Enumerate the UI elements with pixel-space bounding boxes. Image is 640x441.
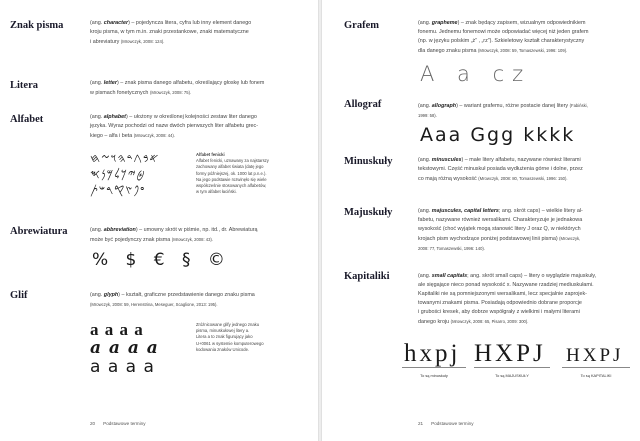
definition-majuskuly: (ang. majuscules, capital letters; ang. skrót caps) – wielkie litery al- fabetu, nazywane również wersalikami. Charakteryzuje je jednakowa wysokość (choć wyjątek mogą stanowić litery J oraz Q, w niektórych krojach pism wychodzące poniżej podstawowej linii pisma) (Mrowczyk, 2008: 77, Tomaszewski, 1996: 140). [418, 208, 583, 251]
allograph-sample: Aaa Ggg kkkk [420, 124, 576, 146]
glyph-note: Zróżnicowane glify jednego znaku pisma, minuskułowej litery a. Litera a to znak figurujący jako U+0061 w systemie komputerowego kodowania znaków Unicode. [196, 322, 264, 352]
caption-majuscules: To są MAJUSKUŁY [495, 373, 529, 378]
book-gutter [318, 0, 322, 441]
glyph-variants-sample: a a a a a a a a a a a a [90, 320, 159, 377]
caption-rule-majuscules [474, 367, 550, 368]
phoenician-note: Alfabet fenicki Alfabet fenicki, uznawany za najstarszy zachowany alfabet świata (datę jego formy późniejszej, ok. 1000 lat p.n.e.). Na jego podstawie rozwinęło się wiele współcześnie stosowanych alfabetów, w tym alfabet łaciński. [196, 152, 269, 195]
minuscule-sample: hxpj [404, 340, 461, 367]
definition-kapitaliki: (ang. small capitals; ang. skrót small caps) – litery o wyglądzie majuskuły, ale sięgające nieco ponad wysokość x. Nazywane rzadziej mediuskułami. Kapitaliki nie są pomniejszonymi wersalikami, lecz specjalnie zaprojek- towanymi znakami pisma. Posiadają odpowiednio dobrane proporcje i grubości kresek, aby dobrze współgrały z wielkimi i małymi literami danego kroju (Mrowczyk, 2008: 65, Pisarro, 2009: 300). [418, 273, 597, 325]
definition-glif: (ang. glyph) – kształt, graficzne przedstawienie danego znaku pisma (Mrowczyk, 2008: 59, Herenstrina, Meseguer, Scaglione, 2013: 195). [90, 292, 255, 307]
running-title: Podstawowe terminy [103, 421, 146, 426]
term-litera: Litera [10, 80, 38, 91]
term-minuskuly: Minuskuły [344, 156, 393, 167]
definition-minuskuly: (ang. minuscules) – małe litery alfabetu, nazywane również literami tekstowymi. Część minuskuł posiada wydłużenia górne i dolne, przez co mają różną wysokość (Mrowczyk, 2008: 80, Tomaszewski, 1996: 150). [418, 157, 583, 182]
caption-minuscules: To są minuskuły [420, 373, 448, 378]
caption-rule-smallcaps [562, 367, 630, 368]
term-kapitaliki: Kapitaliki [344, 271, 390, 282]
page-number: 21 [418, 421, 424, 426]
left-folio [90, 421, 146, 426]
abbreviation-glyphs: % $ € § © [92, 250, 231, 270]
phoenician-alphabet-sample: 𐤀𐤁𐤂𐤃𐤄𐤅𐤆𐤇 𐤈𐤉𐤊𐤋𐤌𐤍𐤎 𐤏𐤐𐤑𐤒𐤓𐤔𐤕 [90, 151, 160, 197]
term-glif: Glif [10, 290, 28, 301]
definition-grafem: (ang. grapheme) – znak będący zapisem, wizualnym odpowiednikiem fonemu. Jednemu fonemowi może odpowiadać więcej niż jeden grafem (np. w języku polskim „ż” , „rz”). Szkieletowy kształt charakterystyczny dla danego znaku pisma (Mrowczyk, 2008: 59, Tomaszewski, 1996: 109). [418, 20, 589, 54]
majuscule-sample: HXPJ [474, 340, 546, 367]
term-znak-pisma: Znak pisma [10, 20, 64, 31]
grapheme-sample: A a cz [420, 62, 532, 86]
running-title: Podstawowe terminy [431, 421, 474, 426]
definition-znak-pisma: (ang. character) – pojedyncza litera, cyfra lub inny element danego kroju pisma, w tym m.in. znaki przestankowe, znaki matematyczne i abreviatury (Mrowczyk, 2008: 124). [90, 20, 252, 45]
right-folio [418, 421, 474, 426]
term-majuskuly: Majuskuły [344, 207, 393, 218]
smallcaps-sample: HXPJ [566, 345, 624, 366]
term-alfabet: Alfabet [10, 114, 44, 125]
term-abrewiatura: Abrewiatura [10, 226, 68, 237]
caption-smallcaps: To są KAPITALIKI [580, 373, 612, 378]
term-allograf: Allograf [344, 99, 382, 110]
definition-litera: (ang. letter) – znak pisma danego alfabetu, określający głoskę lub fonem w pismach fonetycznych (Mrowczyk, 2008: 75). [90, 80, 265, 96]
page-number: 20 [90, 421, 96, 426]
definition-allograf: (ang. allograph) – wariant grafemu, różne postacie danej litery (Fabiński, 1999: 58). [418, 103, 588, 118]
caption-rule-minuscules [402, 367, 466, 368]
term-grafem: Grafem [344, 20, 379, 31]
definition-alfabet: (ang. alphabet) – ułożony w określonej kolejności zestaw liter danego języka. Wyraz pochodzi od nazw dwóch pierwszych liter alfabetu grec- kiego – alfa i beta (Mrowczyk, 2008: 44). [90, 114, 259, 139]
definition-abrewiatura: (ang. abbreviation) – umowny skrót w piśmie, np. itd., dr. Abrewiaturą może być pojedynczy znak pisma (Mrowczyk, 2008: 43). [90, 227, 258, 243]
